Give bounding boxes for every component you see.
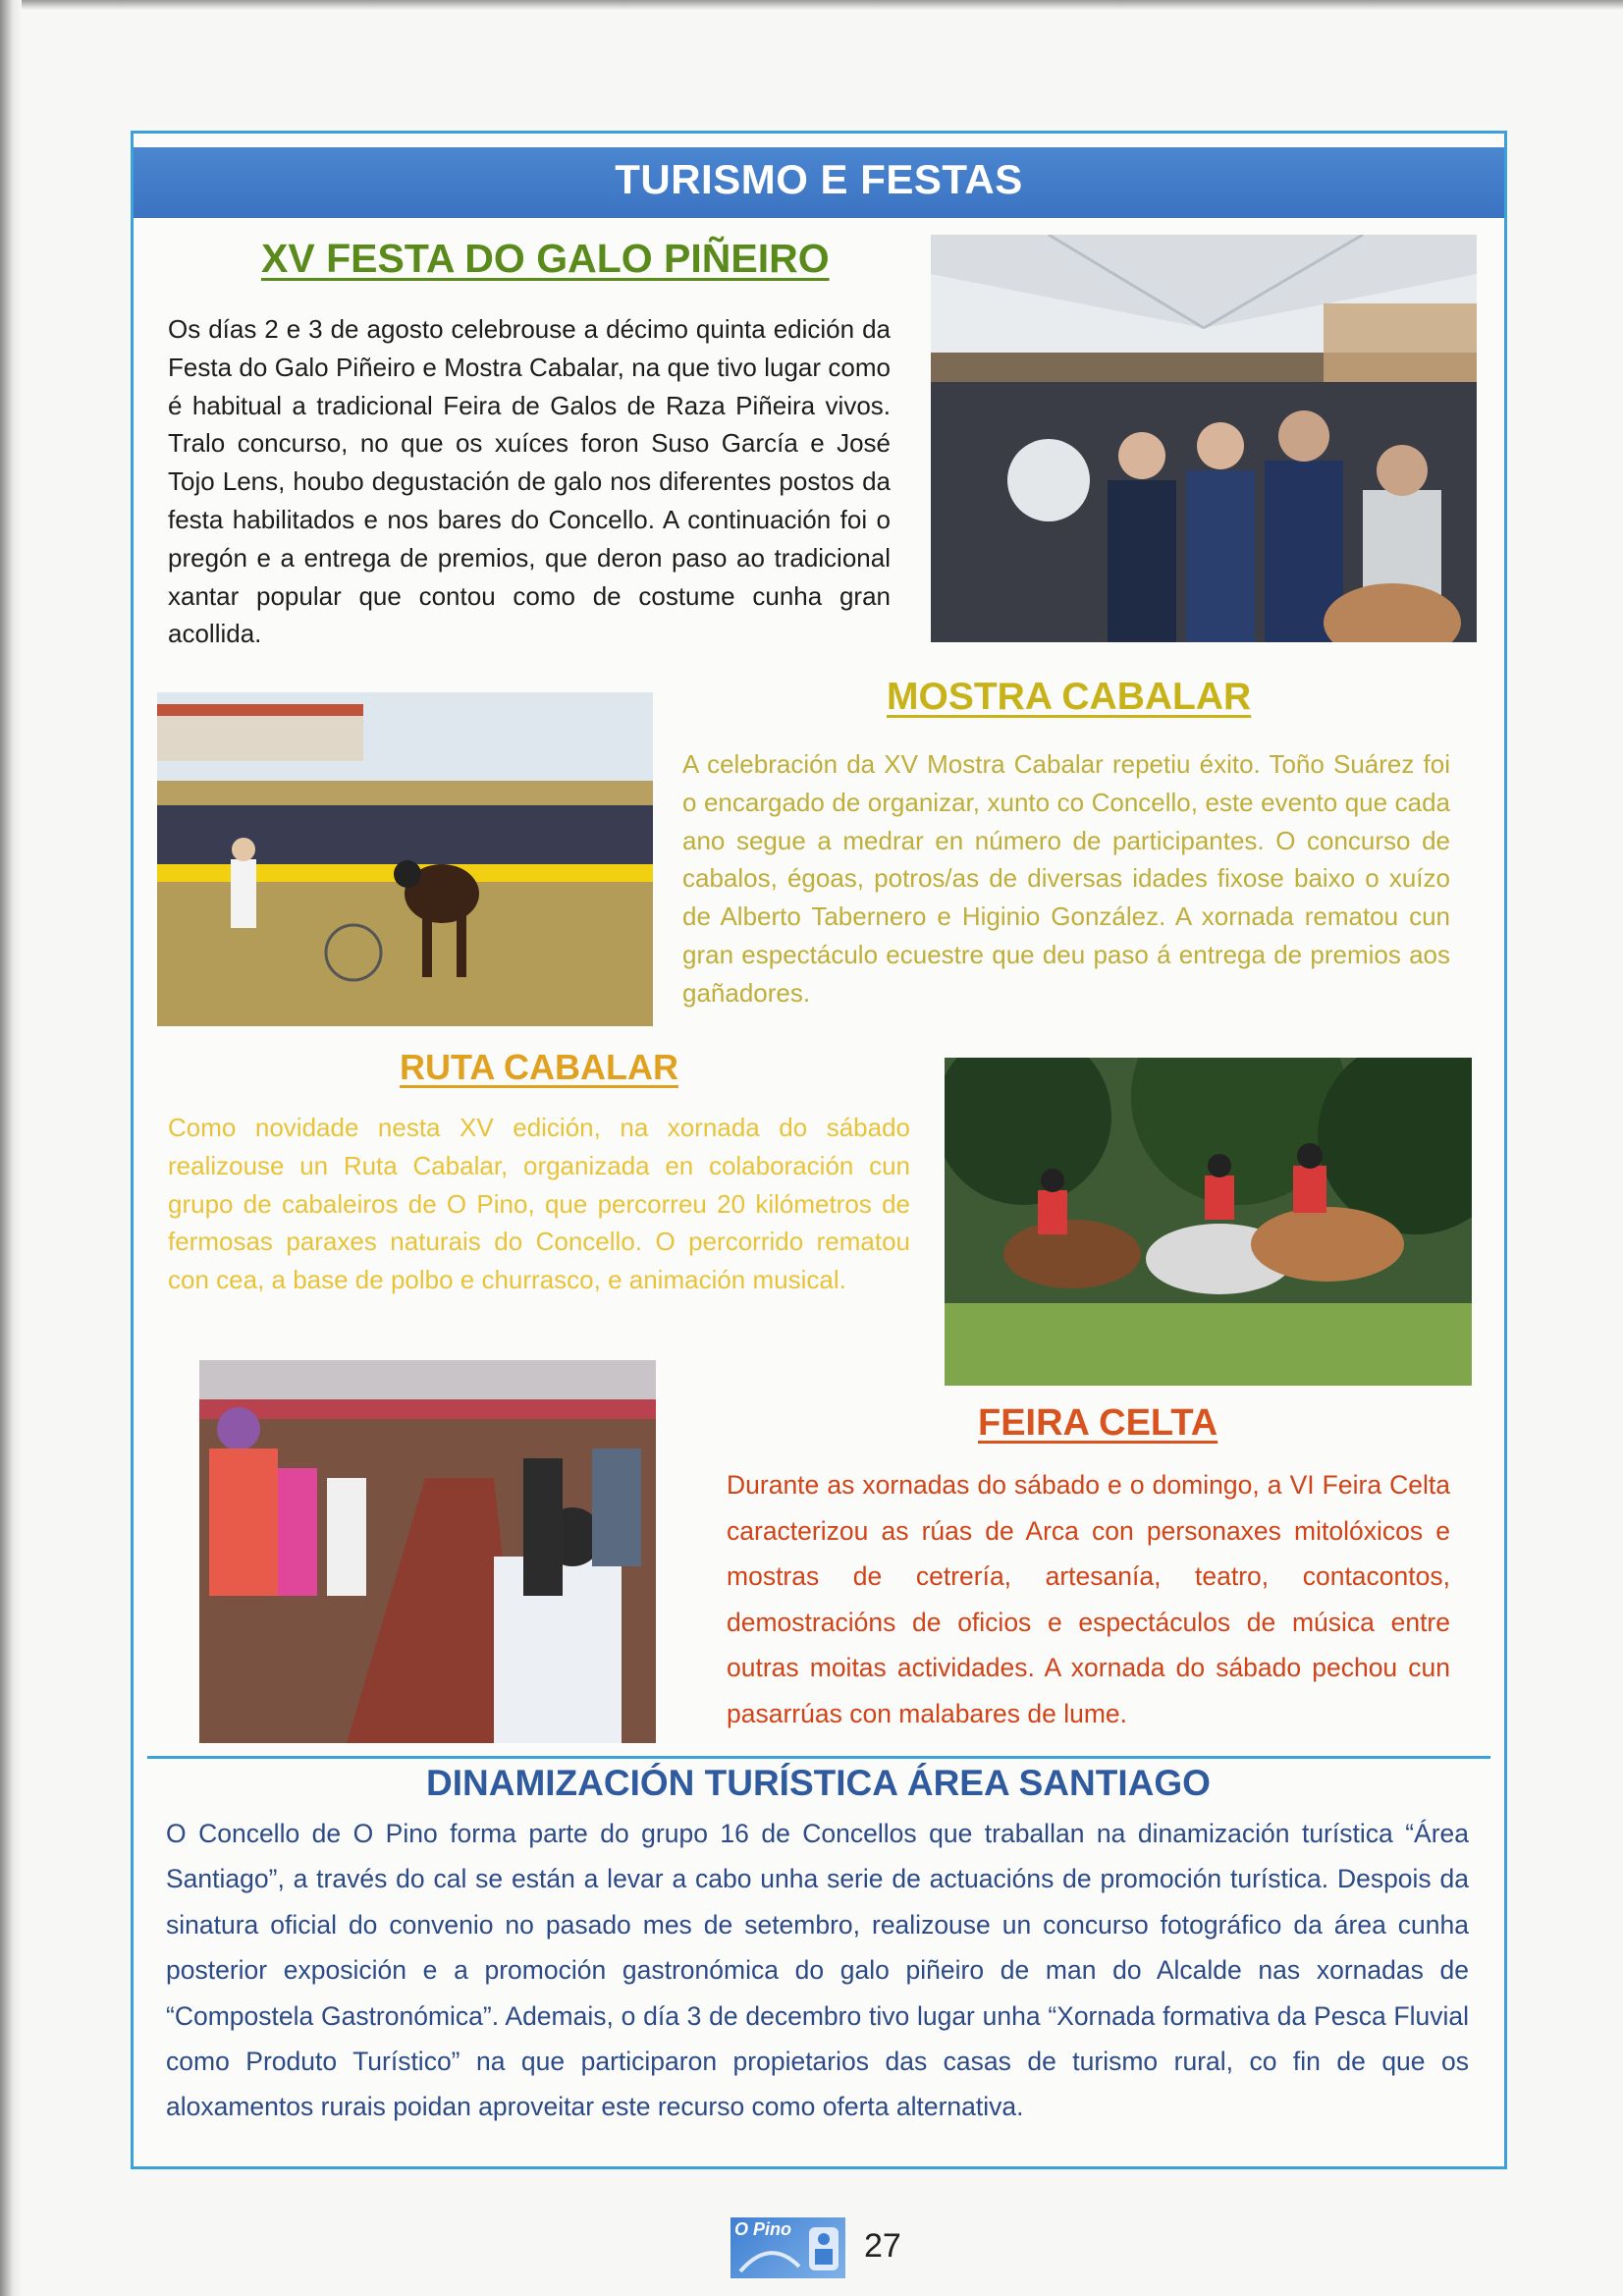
dinamizacion-heading: DINAMIZACIÓN TURÍSTICA ÁREA SANTIAGO (426, 1763, 1211, 1803)
mostra-heading: MOSTRA CABALAR (887, 676, 1252, 718)
section-divider (147, 1756, 1490, 1759)
o-pino-logo (730, 2217, 845, 2278)
dinamizacion-text: O Concello de O Pino forma parte do grupo 16 de Concellos que traballan na dinamización turística “Área Santiago”, a través do cal se están a levar a cabo unha serie de actuacións de promoción turística. Despois da sinatura oficial do convenio no pasado mes de setembro, realizouse un concurso fotográfico da área cunha posterior exposición e a promoción gastronómica do galo piñeiro de man do Alcalde nas xornadas de “Compostela Gastronómica”. Ademais, o día 3 de decembro tivo lugar unha “Xornada formativa da Pesca Fluvial como Produto Turístico” na que participaron propietarios das casas de turismo rural, co fin de que os aloxamentos rurais poidan aproveitar este recurso como oferta alternativa. (166, 1819, 1469, 2122)
feira-heading: FEIRA CELTA (978, 1402, 1218, 1444)
galo-heading: XV FESTA DO GALO PIÑEIRO (261, 236, 830, 281)
galo-fair-photo (931, 235, 1477, 642)
horse-show-photo (157, 692, 653, 1026)
feira-text: Durante as xornadas do sábado e o domingo, a VI Feira Celta caracterizou as rúas de Arca con personaxes mitolóxicos e mostras de cetrería, artesanía, teatro, contacontos, demostracións de oficios e espectáculos de música entre outras moitas actividades. A xornada do sábado pechou cun pasarrúas con malabares de lume. (727, 1470, 1450, 1728)
mostra-text: A celebración da XV Mostra Cabalar repetiu éxito. Toño Suárez foi o encargado de organizar, xunto co Concello, este evento que cada ano segue a medrar en número de participantes. O concurso de cabalos, égoas, potros/as de diversas idades fixose baixo o xuízo de Alberto Tabernero e Higinio González. A xornada rematou cun gran espectáculo ecuestre que deu paso á entrega de premios aos gañadores. (682, 749, 1450, 1008)
page-title: TURISMO E FESTAS (615, 156, 1023, 202)
page-edge-shadow (0, 0, 1623, 10)
celtic-fair-photo (199, 1360, 656, 1743)
page-binding-shadow (0, 0, 22, 2296)
galo-text: Os días 2 e 3 de agosto celebrouse a décimo quinta edición da Festa do Galo Piñeiro e Mostra Cabalar, na que tivo lugar como é habitual a tradicional Feira de Galos de Raza Piñeira vivos. Tralo concurso, no que os xuíces foron Suso García e José Tojo Lens, houbo degustación de galo nos diferentes postos da festa habilitados e nos bares do Concello. A continuación foi o pregón e a entrega de premios, que deron paso ao tradicional xantar popular que contou como de costume cunha gran acollida. (168, 314, 891, 649)
page-number: 27 (864, 2227, 901, 2265)
section-banner (134, 147, 1504, 218)
ruta-heading: RUTA CABALAR (400, 1047, 678, 1087)
logo-text: O Pino (734, 2219, 791, 2239)
horse-ride-photo (945, 1058, 1472, 1386)
ruta-text: Como novidade nesta XV edición, na xornada do sábado realizouse un Ruta Cabalar, organizada en colaboración cun grupo de cabaleiros de O Pino, que percorreu 20 kilómetros de fermosas paraxes naturais do Concello. O percorrido rematou con cea, a base de polbo e churrasco, e animación musical. (168, 1113, 910, 1295)
